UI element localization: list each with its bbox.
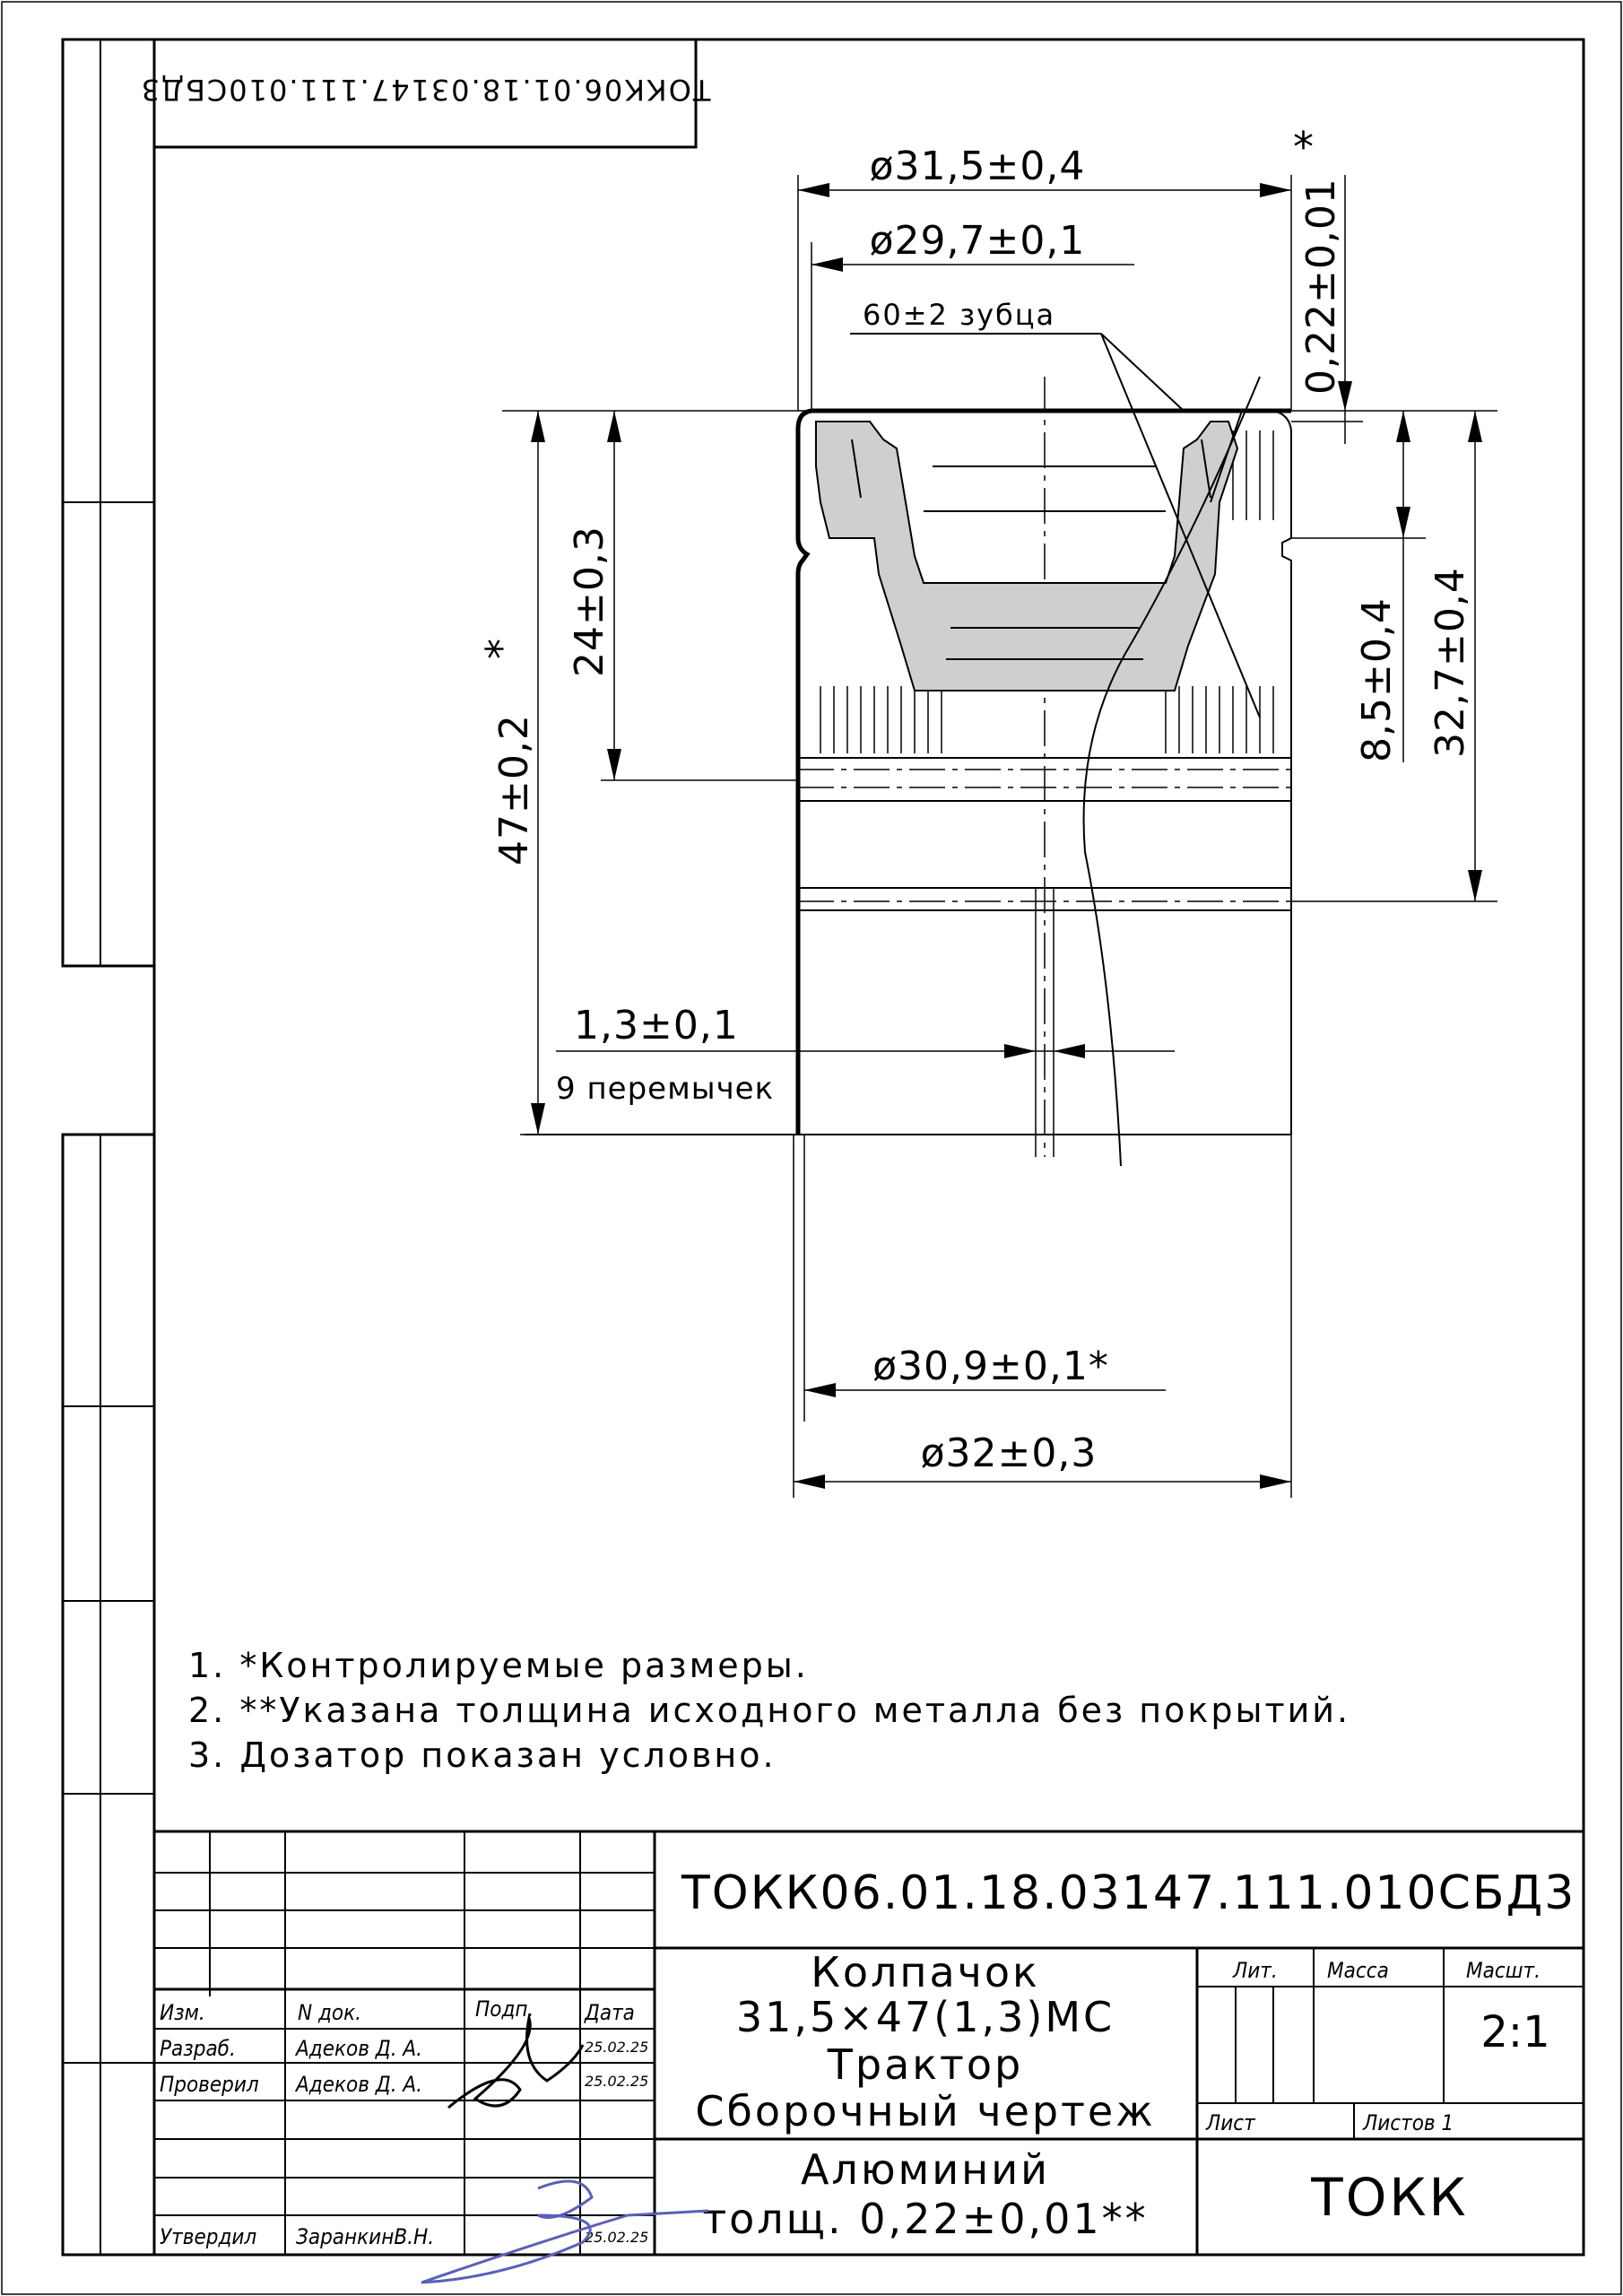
title-name-2: 31,5×47(1,3)МС (735, 1993, 1115, 2041)
dim-d-32-label: ø32±0,3 (920, 1431, 1098, 1476)
dim-height-total-label: 47±0,2 (491, 714, 537, 865)
razrab-name: Адеков Д. А. (296, 2036, 423, 2061)
note-3: 3. Дозатор показан условно. (188, 1735, 777, 1775)
utverdil-name: ЗаранкинВ.Н. (296, 2224, 435, 2249)
dim-bridge-label: 1,3±0,1 (574, 1003, 739, 1048)
proveril-name: Адеков Д. А. (296, 2072, 423, 2097)
dim-height-85 (1291, 411, 1426, 538)
left-margin-upper (63, 39, 154, 966)
note-1: 1. *Контролируемые размеры. (188, 1646, 809, 1685)
dim-height-327-label: 32,7±0,4 (1428, 567, 1473, 758)
title-name-1: Колпачок (811, 1948, 1040, 1996)
razrab-label: Разраб. (160, 2036, 236, 2061)
col-podp: Подп. (475, 1996, 534, 2022)
dim-thickness-label: 0,22±0,01 (1298, 178, 1344, 395)
utverdil-label: Утвердил (160, 2224, 257, 2249)
col-izm: Изм. (160, 2000, 205, 2025)
dim-d-outer-top-label: ø31,5±0,4 (869, 144, 1086, 189)
dim-d-309-label: ø30,9±0,1* (872, 1344, 1109, 1389)
scale-value: 2:1 (1480, 2007, 1550, 2057)
listov-label: Листов 1 (1363, 2110, 1454, 2135)
massa-label: Масса (1327, 1958, 1389, 1983)
dim-height-24-label: 24±0,3 (567, 526, 612, 677)
teeth-label: 60±2 зубца (863, 298, 1056, 332)
star-left: * (477, 639, 525, 659)
col-data: Дата (585, 2000, 635, 2025)
title-code: ТОКК06.01.18.03147.111.010СБД3 (681, 1866, 1576, 1920)
list-label: Лист (1206, 2110, 1255, 2135)
star-top: * (1293, 123, 1314, 171)
top-stamp-code: ТОКК06.01.18.03147.111.010СБД3 (139, 73, 711, 107)
utverdil-date: 25.02.25 (585, 2229, 649, 2246)
masht-label: Масшт. (1466, 1958, 1541, 1983)
note-2: 2. **Указана толщина исходного металла без покрытий. (188, 1691, 1351, 1730)
title-name-4: Сборочный чертеж (695, 2087, 1156, 2135)
dim-d-outer-top (798, 175, 1291, 411)
dim-bridges-count: 9 перемычек (556, 1071, 775, 1107)
org-name: ТОКК (1311, 2167, 1469, 2228)
dim-d-inner-top-label: ø29,7±0,1 (869, 218, 1086, 264)
dispenser-insert (816, 422, 1237, 691)
drawing-frame (154, 39, 1584, 2255)
proveril-label: Проверил (160, 2072, 259, 2097)
dim-height-24 (601, 411, 798, 780)
lit-label: Лит. (1233, 1958, 1278, 1983)
material-1: Алюминий (800, 2145, 1051, 2194)
dim-height-85-label: 8,5±0,4 (1354, 597, 1400, 762)
razrab-date: 25.02.25 (585, 2039, 649, 2056)
left-margin-lower (63, 1135, 154, 2255)
proveril-date: 25.02.25 (585, 2073, 649, 2090)
title-name-3: Трактор (827, 2040, 1024, 2089)
material-2: толщ. 0,22±0,01** (702, 2195, 1149, 2243)
col-ndok: N док. (298, 2000, 362, 2025)
